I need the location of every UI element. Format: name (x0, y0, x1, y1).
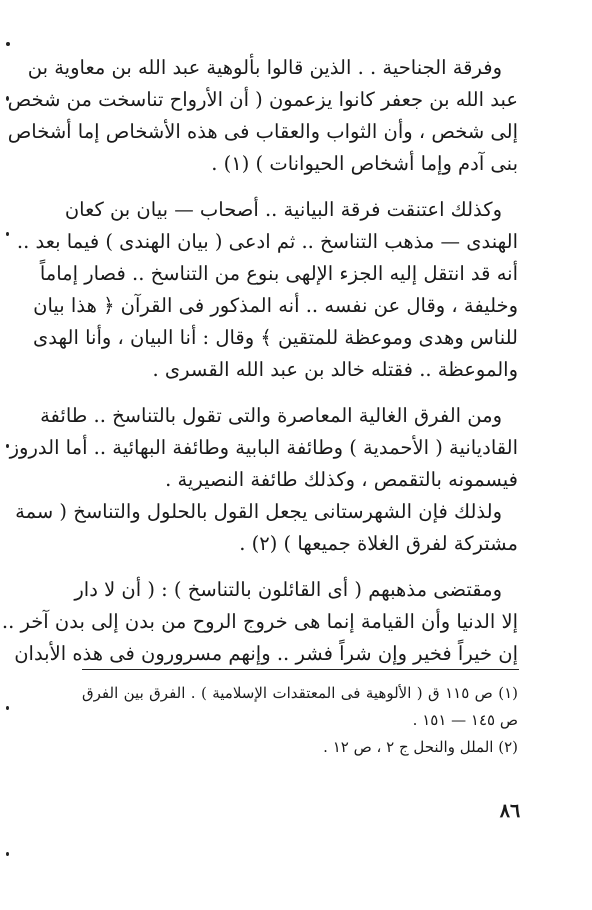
text-line: وخليفة ، وقال عن نفسه .. أنه المذكور فى القرآن ﴿ هذا بيان (33, 294, 518, 317)
text-line: فيسمونه بالتقمص ، وكذلك طائفة النصيرية . (165, 468, 518, 491)
text-line: بنى آدم وإما أشخاص الحيوانات ) (١) . (211, 152, 518, 175)
text-line: للناس وهدى وموعظة للمتقين ﴾ وقال : أنا البيان ، وأنا الهدى (33, 326, 518, 349)
footnotes (82, 680, 518, 761)
text-line: والموعظة .. فقتله خالد بن عبد الله القسرى . (152, 358, 518, 381)
margin-speck (6, 852, 9, 856)
text-line: القاديانية ( الأحمدية ) وطائفة البابية وطائفة البهائية .. أما الدروز (9, 436, 518, 459)
paragraph-gap (82, 386, 518, 400)
footnote-line: (٢) الملل والنحل ج ٢ ، ص ١٢ . (323, 738, 518, 756)
page-number: ٨٦ (499, 800, 521, 822)
text-line: وكذلك اعتنقت فرقة البيانية .. أصحاب — بيان بن كعان (64, 198, 502, 221)
text-line: ومقتضى مذهبهم ( أى القائلون بالتناسخ ) : ( أن لا دار (74, 578, 502, 601)
text-line: وفرقة الجناحية . . الذين قالوا بألوهية عبد الله بن معاوية بن (27, 56, 502, 79)
text-line: الهندى — مذهب التناسخ .. ثم ادعى ( بيان الهندى ) فيما بعد .. (16, 230, 518, 253)
text-line: ولذلك فإن الشهرستانى يجعل القول بالحلول والتناسخ ( سمة (15, 500, 502, 523)
text-line: أنه قد انتقل إليه الجزء الإلهى بنوع من التناسخ .. فصار إماماً (39, 262, 518, 285)
margin-speck (6, 232, 9, 236)
text-line: إن خيراً فخير وإن شراً فشر .. وإنهم مسرورون فى هذه الأبدان (14, 642, 518, 665)
margin-speck (6, 444, 9, 448)
paragraph-gap (82, 560, 518, 574)
footnote-line: (١) ص ١١٥ ق ( الألوهية فى المعتقدات الإسلامية ) . الفرق بين الفرق (82, 684, 518, 702)
paragraph-gap (82, 180, 518, 194)
text-line: عبد الله بن جعفر كانوا يزعمون ( أن الأرواح تناسخت من شخص (7, 88, 518, 111)
text-line: ومن الفرق الغالية المعاصرة والتى تقول بالتناسخ .. طائفة (40, 404, 502, 427)
footnote-line: ص ١٤٥ — ١٥١ . (412, 711, 518, 729)
text-line: إلا الدنيا وأن القيامة إنما هى خروج الروح من بدن إلى بدن آخر .. (1, 610, 518, 633)
text-line: مشتركة لفرق الغلاة جميعها ) (٢) . (239, 532, 518, 555)
body-text (1, 52, 518, 670)
text-line: إلى شخص ، وأن الثواب والعقاب فى هذه الأشخاص إما أشخاص (7, 120, 518, 143)
margin-speck (6, 42, 10, 46)
footnote-separator (82, 669, 519, 670)
margin-speck (6, 706, 9, 710)
